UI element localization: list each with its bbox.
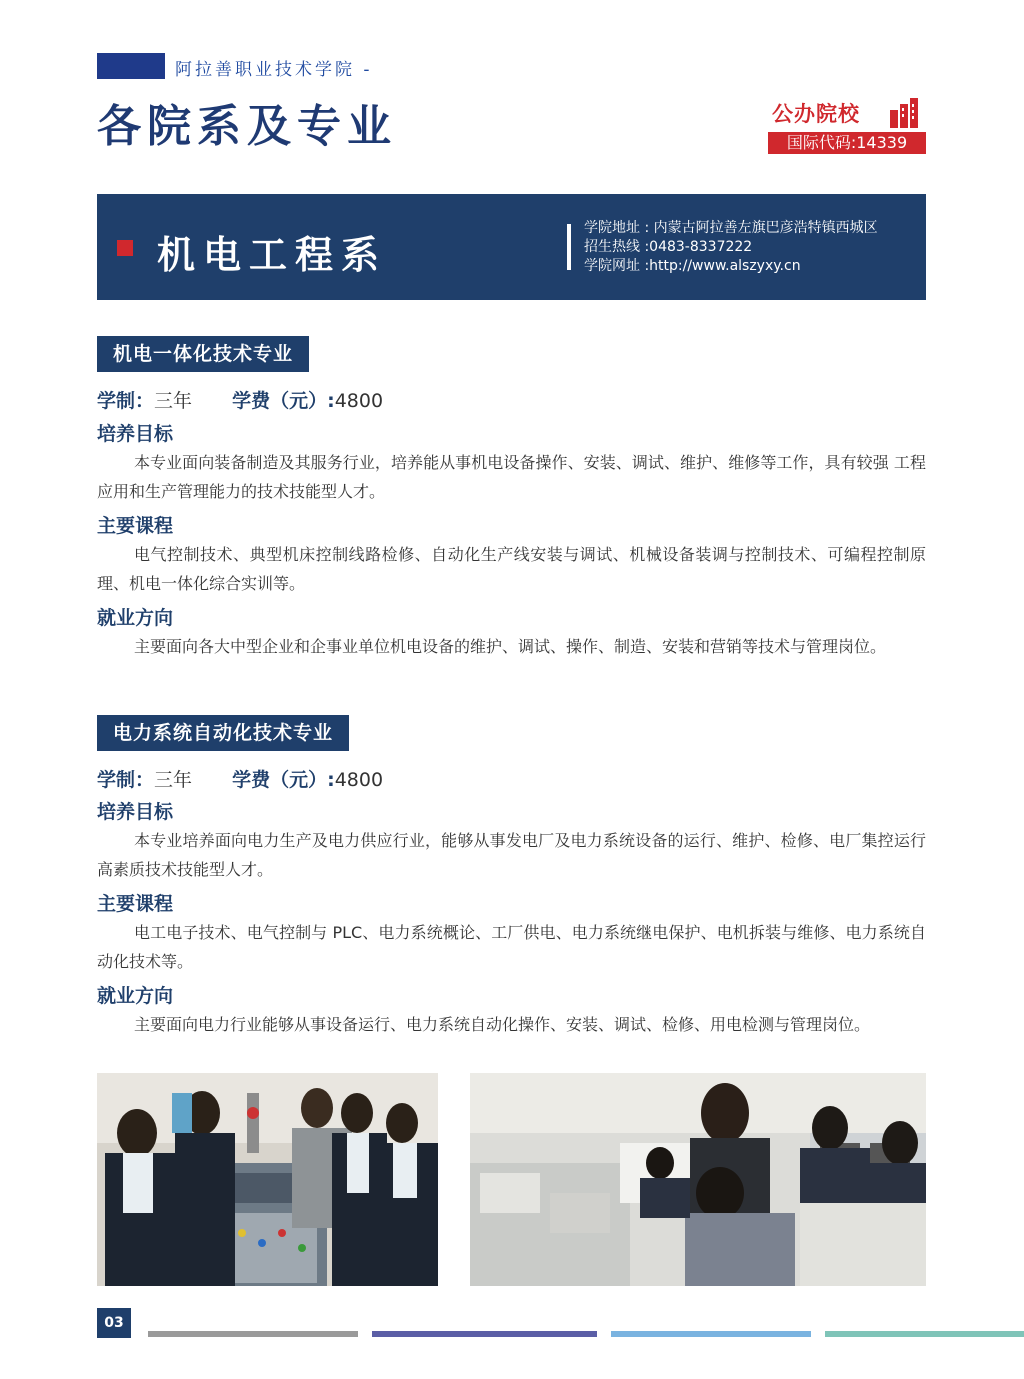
fee-value: 4800: [334, 769, 384, 791]
footer-stripe-purple: [372, 1331, 597, 1337]
duration-value: 三年: [154, 769, 193, 791]
career-heading: 就业方向: [97, 985, 174, 1007]
page-number: 03: [97, 1308, 131, 1338]
major-1-duration-fee: [97, 386, 383, 413]
footer-stripe-teal: [825, 1331, 1024, 1337]
career-heading: 就业方向: [97, 607, 174, 629]
major-title-2: 电力系统自动化技术专业: [97, 715, 349, 751]
courses-heading: 主要课程: [97, 893, 174, 915]
public-school-badge: [768, 96, 926, 154]
badge-text: 公办院校: [772, 102, 860, 126]
fee-label: 学费（元）:: [232, 390, 335, 412]
career-text: 主要面向各大中型企业和企事业单位机电设备的维护、调试、操作、制造、安装和营销等技术与管理岗位。: [134, 637, 887, 656]
footer-stripe-gray: [148, 1331, 358, 1337]
courses-text: 电工电子技术、电气控制与 PLC、电力系统概论、工厂供电、电力系统继电保护、电机拆装与维修、电力系统自动化技术等。: [97, 923, 926, 971]
header-accent-bar: [97, 53, 165, 79]
square-bullet-icon: [117, 240, 133, 256]
duration-label: 学制：: [97, 769, 155, 791]
department-title: 机电工程系: [157, 233, 388, 277]
banner-divider: [567, 224, 571, 270]
goal-text: 本专业培养面向电力生产及电力供应行业，能够从事发电厂及电力系统设备的运行、维护、检修、电厂集控运行高素质技术技能型人才。: [97, 831, 926, 879]
photo-students-training-equipment: [97, 1073, 438, 1286]
goal-heading: 培养目标: [97, 423, 174, 445]
college-name: 阿拉善职业技术学院 -: [175, 60, 373, 80]
contact-info: [584, 219, 878, 276]
duration-label: 学制：: [97, 390, 155, 412]
career-text: 主要面向电力行业能够从事设备运行、电力系统自动化操作、安装、调试、检修、用电检测与管理岗位。: [134, 1015, 871, 1034]
fee-label: 学费（元）:: [232, 769, 335, 791]
duration-value: 三年: [154, 390, 193, 412]
footer-stripe-blue: [611, 1331, 811, 1337]
international-code: 国际代码:14339: [768, 132, 926, 154]
goal-text: 本专业面向装备制造及其服务行业，培养能从事机电设备操作、安装、调试、维护、维修等工作，具有较强 工程应用和生产管理能力的技术技能型人才。: [97, 453, 926, 501]
courses-text: 电气控制技术、典型机床控制线路检修、自动化生产线安装与调试、机械设备装调与控制技术、可编程控制原理、机电一体化综合实训等。: [97, 545, 926, 593]
page-title: 各院系及专业: [97, 101, 397, 152]
website-line: 学院网址 :http://www.alszyxy.cn: [584, 258, 801, 274]
photo-electronics-lab: [470, 1073, 926, 1286]
fee-value: 4800: [334, 390, 384, 412]
building-icon: [888, 96, 924, 128]
major-2-duration-fee: [97, 765, 383, 792]
hotline-line: 招生热线 :0483-8337222: [584, 239, 753, 255]
goal-heading: 培养目标: [97, 801, 174, 823]
department-banner: [97, 194, 926, 300]
major-title-1: 机电一体化技术专业: [97, 336, 309, 372]
address-line: 学院地址 : 内蒙古阿拉善左旗巴彦浩特镇西城区: [584, 220, 878, 236]
courses-heading: 主要课程: [97, 515, 174, 537]
